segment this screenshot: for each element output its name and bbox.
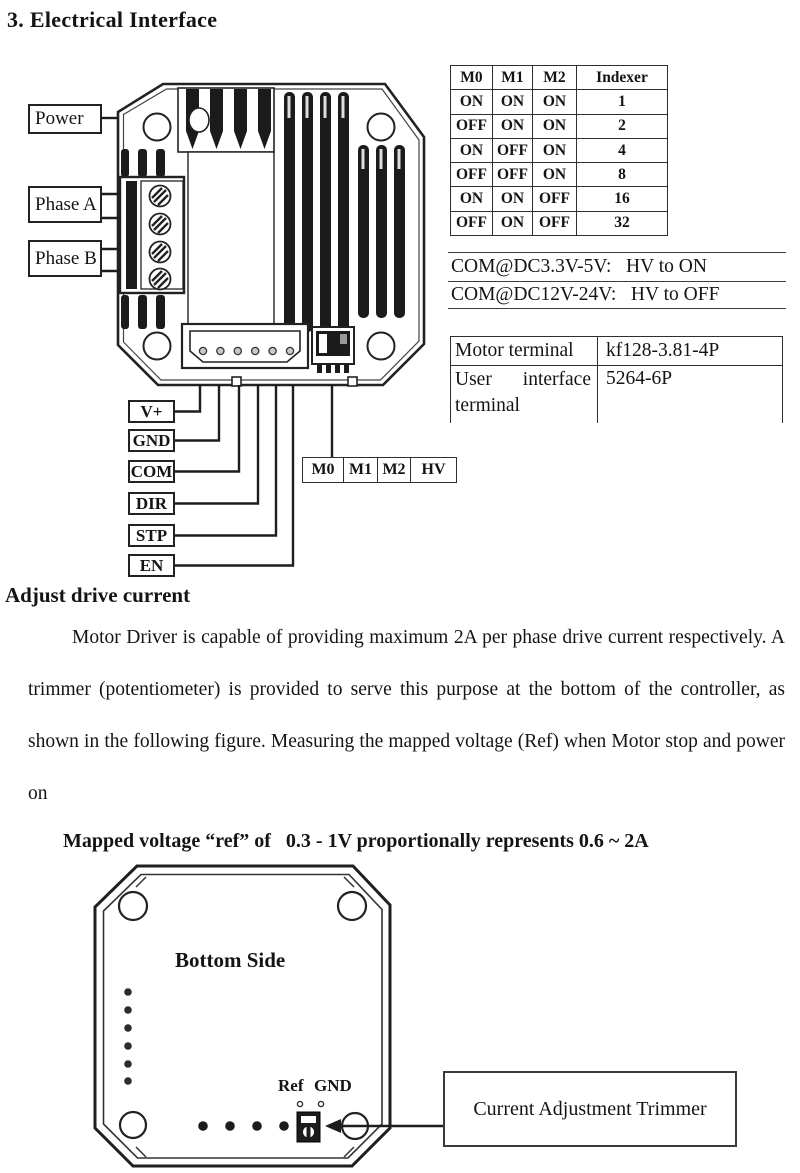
- table-cell: 4: [577, 139, 668, 163]
- com-voltage-rules: [448, 252, 786, 309]
- spec-value: 5264-6P: [606, 368, 673, 389]
- table-cell: ON: [533, 90, 577, 114]
- table-cell: Indexer: [577, 66, 668, 90]
- phase-b-label-box: [28, 240, 102, 277]
- table-row: [451, 115, 668, 139]
- table-cell: M2: [378, 458, 411, 483]
- table-row: [451, 212, 668, 236]
- table-cell: M0: [451, 66, 493, 90]
- table-cell: ON: [493, 90, 533, 114]
- table-row: [451, 90, 668, 114]
- mapped-voltage-note: Mapped voltage “ref” of 0.3 - 1V proportionally represents 0.6 ~ 2A: [63, 830, 649, 852]
- ref-label: Ref: [278, 1076, 304, 1095]
- table-cell: ON: [451, 187, 493, 211]
- section-heading: Adjust drive current: [5, 583, 191, 607]
- foot-notch: [348, 377, 357, 386]
- power-label-box: [28, 104, 102, 134]
- table-cell: ON: [533, 163, 577, 187]
- table-cell: OFF: [533, 212, 577, 236]
- pin-label-stp: STP: [128, 524, 175, 547]
- mounting-hole: [368, 333, 395, 360]
- mounting-hole: [120, 1112, 146, 1138]
- table-row: [451, 139, 668, 163]
- table-row: [451, 187, 668, 211]
- mounting-hole: [338, 892, 366, 920]
- bottom-side-label: Bottom Side: [175, 948, 286, 972]
- foot-notch: [232, 377, 241, 386]
- pin-label-com: COM: [128, 460, 175, 483]
- spec-value: kf128-3.81-4P: [606, 340, 720, 361]
- mounting-hole: [368, 114, 395, 141]
- trimmer-callout-box: Current Adjustment Trimmer: [443, 1071, 737, 1147]
- current-trimmer: [297, 1112, 320, 1142]
- table-cell: OFF: [493, 139, 533, 163]
- phase-a-label: Phase A: [35, 193, 97, 215]
- table-cell: ON: [533, 115, 577, 139]
- table-cell: ON: [493, 212, 533, 236]
- table-row: [451, 337, 782, 366]
- table-cell: OFF: [451, 163, 493, 187]
- pin-label-en: EN: [128, 554, 175, 577]
- gnd-label: GND: [314, 1076, 352, 1095]
- user-interface-connector: [182, 324, 308, 368]
- com-rule-line: COM@DC3.3V-5V: HV to ON: [448, 252, 786, 281]
- table-cell: 16: [577, 187, 668, 211]
- table-cell: ON: [493, 187, 533, 211]
- table-cell: ON: [533, 139, 577, 163]
- table-cell: OFF: [451, 115, 493, 139]
- table-cell: 1: [577, 90, 668, 114]
- power-label: Power: [35, 108, 84, 129]
- page-title: 3. Electrical Interface: [7, 7, 218, 32]
- phase-b-label: Phase B: [35, 247, 97, 269]
- mounting-hole: [144, 114, 171, 141]
- pin-label-dir: DIR: [128, 492, 175, 515]
- body-paragraph: Motor Driver is capable of providing maximum 2A per phase drive current respectively. A trimmer (potentiometer) is provided to serve this purpose at the bottom of the controller, as shown in the following figure. Measuring the mapped voltage (Ref) when Motor stop and power on: [28, 627, 785, 804]
- top-fin-block: [178, 88, 274, 152]
- table-cell: 2: [577, 115, 668, 139]
- table-row: [303, 458, 457, 483]
- table-cell: ON: [451, 139, 493, 163]
- phase-a-label-box: [28, 186, 102, 223]
- motor-terminal-block: [120, 177, 184, 293]
- table-cell: 32: [577, 212, 668, 236]
- table-cell: 8: [577, 163, 668, 187]
- table-cell: OFF: [451, 212, 493, 236]
- pin-label-vplus: V+: [128, 400, 175, 423]
- table-cell: ON: [493, 115, 533, 139]
- table-row: [451, 366, 782, 423]
- table-row: [451, 66, 668, 90]
- table-cell: M0: [303, 458, 344, 483]
- spec-label: Motor terminal: [451, 337, 598, 365]
- indexer-table: [450, 65, 668, 236]
- table-cell: M1: [344, 458, 378, 483]
- com-rule-line: COM@DC12V-24V: HV to OFF: [448, 281, 786, 310]
- mode-switch-strip: [302, 457, 457, 483]
- table-cell: M1: [493, 66, 533, 90]
- table-cell: M2: [533, 66, 577, 90]
- table-cell: ON: [451, 90, 493, 114]
- table-cell: HV: [411, 458, 457, 483]
- table-cell: OFF: [533, 187, 577, 211]
- mounting-hole: [144, 333, 171, 360]
- spec-label: User interface terminal: [451, 366, 598, 423]
- terminal-spec-table: [450, 336, 783, 423]
- table-row: [451, 163, 668, 187]
- d-hole: [189, 108, 209, 132]
- table-cell: OFF: [493, 163, 533, 187]
- mounting-hole: [119, 892, 147, 920]
- pcb-open-area: [188, 152, 274, 324]
- pin-label-gnd: GND: [128, 429, 175, 452]
